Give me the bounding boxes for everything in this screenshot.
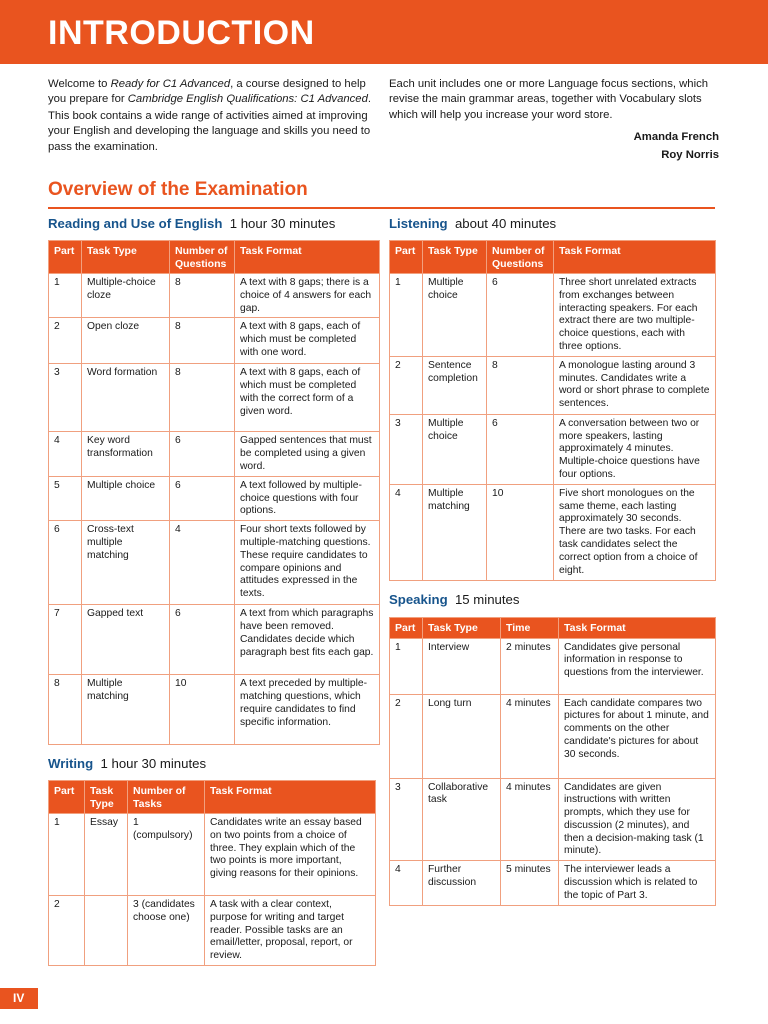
writing-section-heading	[48, 755, 206, 773]
table-cell: 6	[170, 476, 235, 520]
table-cell: 2	[390, 356, 423, 414]
column-header: Part	[49, 241, 82, 274]
table-cell: Gapped text	[82, 605, 170, 675]
author-name: Amanda French	[633, 131, 719, 144]
table-cell: Each candidate compares two pictures for about 1 minute, and comments on the other candidate's pictures for about 30 seconds.	[559, 694, 716, 778]
table-cell: 4 minutes	[501, 778, 559, 861]
table-cell: 4	[390, 484, 423, 580]
table-row	[49, 814, 376, 896]
table-cell: Candidates are given instructions with written prompts, which they use for discussion (2 minutes), and then a decision-making task (1 minute).	[559, 778, 716, 861]
writing-table	[48, 780, 376, 966]
table-row	[390, 484, 716, 580]
table-cell: 2	[49, 896, 85, 966]
table-cell: Multiple choice	[423, 414, 487, 484]
table-cell: The interviewer leads a discussion which is related to the topic of Part 3.	[559, 861, 716, 905]
column-header: Task Format	[559, 618, 716, 639]
table-row	[49, 274, 380, 318]
heading-rule	[48, 207, 715, 209]
table-cell: 4 minutes	[501, 694, 559, 778]
listening-table	[389, 240, 716, 581]
table-cell: A text followed by multiple-choice questions with four options.	[235, 476, 380, 520]
table-cell: Multiple choice	[423, 274, 487, 357]
table-row	[390, 861, 716, 905]
table-cell: Sentence completion	[423, 356, 487, 414]
table-cell: Multiple matching	[82, 675, 170, 745]
table-cell: Open cloze	[82, 318, 170, 364]
table-row	[390, 778, 716, 861]
table-cell: 2 minutes	[501, 638, 559, 694]
table-cell	[85, 896, 128, 966]
section-duration: 15 minutes	[454, 592, 520, 607]
reading-table	[48, 240, 380, 745]
table-row	[390, 414, 716, 484]
table-cell: Word formation	[82, 364, 170, 432]
table-cell: Long turn	[423, 694, 501, 778]
table-cell: 1	[390, 638, 423, 694]
table-cell: Multiple matching	[423, 484, 487, 580]
table-cell: Multiple choice	[82, 476, 170, 520]
intro-right-column	[389, 77, 719, 164]
table-cell: 8	[170, 274, 235, 318]
intro-left-column	[48, 77, 374, 156]
column-header: Number of Tasks	[128, 781, 205, 814]
table-cell: 1	[49, 274, 82, 318]
intro-text: Welcome to	[48, 78, 111, 90]
table-cell: 7	[49, 605, 82, 675]
table-cell: 1	[49, 814, 85, 896]
table-row	[49, 605, 380, 675]
intro-paragraph-2: This book contains a wide range of activities aimed at improving your English and developing the language and skills you need to pass the examination.	[48, 109, 371, 153]
column-header: Task Format	[235, 241, 380, 274]
section-duration: about 40 minutes	[454, 216, 557, 231]
table-row	[49, 318, 380, 364]
table-cell: 4	[390, 861, 423, 905]
column-header: Task Type	[82, 241, 170, 274]
reading-section-heading	[48, 215, 335, 233]
section-name: Writing	[48, 756, 94, 771]
table-cell: 6	[170, 432, 235, 476]
speaking-table	[389, 617, 716, 906]
table-cell: A text with 8 gaps, each of which must be completed with the correct form of a given word.	[235, 364, 380, 432]
intro-text: , a course designed to help you prepare for	[48, 78, 366, 106]
table-cell: 8	[170, 364, 235, 432]
book-title: Ready for C1 Advanced	[110, 78, 231, 90]
table-cell: Multiple-choice cloze	[82, 274, 170, 318]
table-cell: 10	[487, 484, 554, 580]
column-header: Part	[390, 618, 423, 639]
column-header: Task Type	[423, 618, 501, 639]
intro-text: .	[367, 93, 371, 106]
column-header: Task Format	[205, 781, 376, 814]
table-cell: 2	[49, 318, 82, 364]
title-banner	[0, 0, 768, 64]
table-cell: 8	[170, 318, 235, 364]
table-cell: 2	[390, 694, 423, 778]
table-cell: 3	[49, 364, 82, 432]
table-cell: 5 minutes	[501, 861, 559, 905]
table-row	[390, 638, 716, 694]
table-cell: 1 (compulsory)	[128, 814, 205, 896]
table-row	[390, 274, 716, 357]
table-row	[49, 432, 380, 476]
speaking-section-heading	[389, 591, 519, 609]
table-cell: 4	[49, 432, 82, 476]
column-header: Task Type	[423, 241, 487, 274]
table-cell: 8	[487, 356, 554, 414]
author-name: Roy Norris	[661, 149, 719, 162]
table-cell: 6	[487, 414, 554, 484]
column-header: Number of Questions	[487, 241, 554, 274]
table-row	[390, 356, 716, 414]
table-cell: Further discussion	[423, 861, 501, 905]
qualification-name: Cambridge English Qualifications: C1 Advanced	[127, 93, 368, 106]
table-cell: A conversation between two or more speakers, lasting approximately 4 minutes. Multiple-choice questions have four options.	[554, 414, 716, 484]
section-name: Speaking	[389, 592, 448, 607]
table-cell: A text with 8 gaps; there is a choice of 4 answers for each gap.	[235, 274, 380, 318]
page-number: IV	[0, 988, 38, 1009]
table-row	[49, 364, 380, 432]
table-cell: Three short unrelated extracts from exchanges between interacting speakers. For each extract there are two multiple-choice questions, each with three options.	[554, 274, 716, 357]
table-cell: Gapped sentences that must be completed using a given word.	[235, 432, 380, 476]
page-title: INTRODUCTION	[48, 14, 315, 52]
table-cell: 6	[487, 274, 554, 357]
section-duration: 1 hour 30 minutes	[229, 216, 336, 231]
intro-paragraph-1	[48, 77, 374, 108]
table-row	[49, 476, 380, 520]
column-header: Task Format	[554, 241, 716, 274]
table-cell: Key word transformation	[82, 432, 170, 476]
table-cell: Interview	[423, 638, 501, 694]
table-cell: 3	[390, 778, 423, 861]
column-header: Time	[501, 618, 559, 639]
table-cell: 3	[390, 414, 423, 484]
table-cell: A text from which paragraphs have been removed. Candidates decide which paragraph best fits each gap.	[235, 605, 380, 675]
table-cell: A text preceded by multiple-matching questions, which require candidates to find specific information.	[235, 675, 380, 745]
column-header: Part	[49, 781, 85, 814]
table-cell: Collaborative task	[423, 778, 501, 861]
table-cell: 3 (candidates choose one)	[128, 896, 205, 966]
table-cell: 6	[49, 521, 82, 605]
table-cell: Essay	[85, 814, 128, 896]
column-header: Part	[390, 241, 423, 274]
table-cell: A task with a clear context, purpose for writing and target reader. Possible tasks are an email/letter, proposal, report, or review.	[205, 896, 376, 966]
section-duration: 1 hour 30 minutes	[100, 756, 207, 771]
table-cell: Four short texts followed by multiple-matching questions. These require candidates to compare opinions and attitudes expressed in the texts.	[235, 521, 380, 605]
table-row	[390, 694, 716, 778]
table-cell: 4	[170, 521, 235, 605]
table-cell: Candidates give personal information in response to questions from the interviewer.	[559, 638, 716, 694]
section-name: Reading and Use of English	[48, 216, 223, 231]
table-cell: A text with 8 gaps, each of which must be completed with one word.	[235, 318, 380, 364]
table-cell: Five short monologues on the same theme, each lasting approximately 30 seconds. There are two tasks. For each task candidates select the correct option from a choice of eight.	[554, 484, 716, 580]
listening-section-heading	[389, 215, 556, 233]
table-cell: 6	[170, 605, 235, 675]
column-header: Number of Questions	[170, 241, 235, 274]
table-cell: Candidates write an essay based on two points from a choice of three. They explain which of the two points is more important, giving reasons for their opinions.	[205, 814, 376, 896]
table-cell: 10	[170, 675, 235, 745]
table-row	[49, 521, 380, 605]
table-cell: 5	[49, 476, 82, 520]
intro-paragraph-3: Each unit includes one or more Language focus sections, which revise the main grammar areas, together with Vocabulary slots which will help you increase your word store.	[389, 78, 709, 121]
table-cell: 8	[49, 675, 82, 745]
table-row	[49, 675, 380, 745]
table-row	[49, 896, 376, 966]
overview-heading: Overview of the Examination	[48, 179, 308, 200]
section-name: Listening	[389, 216, 448, 231]
column-header: Task Type	[85, 781, 128, 814]
table-cell: Cross-text multiple matching	[82, 521, 170, 605]
table-cell: 1	[390, 274, 423, 357]
table-cell: A monologue lasting around 3 minutes. Candidates write a word or short phrase to complete sentences.	[554, 356, 716, 414]
